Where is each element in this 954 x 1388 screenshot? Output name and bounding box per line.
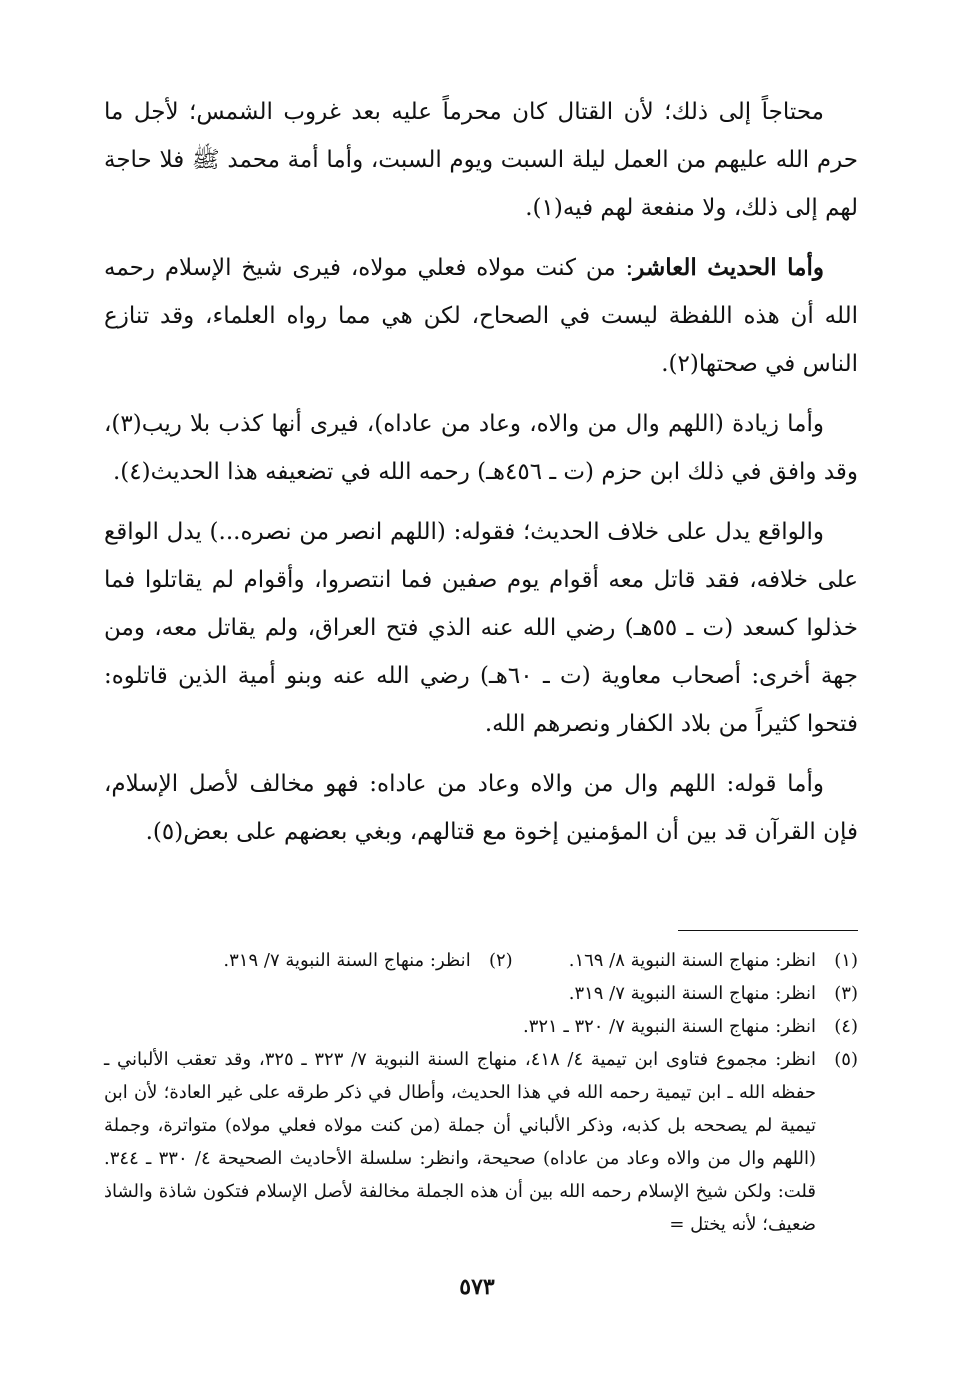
paragraph-5 [104,760,858,856]
footnote-text: انظر: مجموع فتاوى ابن تيمية ٤/ ٤١٨، منهاج السنة النبوية ٧/ ٣٢٣ ـ ٣٢٥، وقد تعقب الألباني ـ حفظه الله ـ ابن تيمية رحمه الله في هذا الحديث، وأطال في ذكر طرقه على غير العادة؛ لأن ابن تيمية لم يصححه بل كذبه، وذكر الألباني أن جملة (من كنت مولاه فعلي مولاه) متواترة، وجملة (اللهم وال من والاه وعاد من عاداه) صحيحة، وانظر: سلسلة الأحاديث الصحيحة ٤/ ٣٣٠ ـ ٣٤٤. قلت: ولكن شيخ الإسلام رحمه الله بين أن هذه الجملة مخالفة لأصل الإسلام فتكون شاذة والشاذ ضعيف؛ لأنه يختل = [104,1049,816,1235]
footnote-1 [569,944,858,977]
footnote-text: انظر: منهاج السنة النبوية ٨/ ١٦٩. [568,950,816,971]
footnotes [104,944,858,1241]
footnote-row [104,944,858,977]
footnote-text: انظر: منهاج السنة النبوية ٧/ ٣١٩. [223,950,471,971]
paragraph-text: وأما قوله: اللهم وال من والاه وعاد من عاداه: فهو مخالف لأصل الإسلام، فإن القرآن قد بين أن المؤمنين إخوة مع قتالهم، وبغي بعضهم على بعض(٥). [104,771,858,845]
footnote-number: (٣) [834,983,858,1004]
paragraph-text: وأما زيادة (اللهم وال من والاه، وعاد من عاداه)، فيرى أنها كذب بلا ريب(٣)، وقد وافق في ذلك ابن حزم (ت ـ ٤٥٦هـ) رحمه الله في تضعيفه هذا الحديث(٤). [104,411,858,485]
paragraph-4 [104,508,858,748]
paragraph-1 [104,88,858,232]
section-heading: وأما الحديث العاشر [633,254,824,281]
paragraph-2 [104,244,858,388]
main-text [104,88,858,868]
footnote-5 [104,1043,858,1241]
paragraph-3 [104,400,858,496]
footnote-2 [223,944,512,977]
footnote-4 [104,1010,858,1043]
footnote-number: (٤) [834,1016,858,1037]
footnote-number: (١) [834,950,858,971]
paragraph-text: والواقع يدل على خلاف الحديث؛ فقوله: (اللهم انصر من نصره...) يدل الواقع على خلافه، فقد قاتل معه أقوام يوم صفين فما انتصروا، وأقوام لم يقاتلوا فما خذلوا كسعد (ت ـ ٥٥هـ) رضي الله عنه الذي فتح العراق، ولم يقاتل معه، ومن جهة أخرى: أصحاب معاوية (ت ـ ٦٠هـ) رضي الله عنه وبنو أمية الذين قاتلوه: فتحوا كثيراً من بلاد الكفار ونصرهم الله. [104,519,858,737]
footnote-number: (٢) [488,950,513,971]
page-number: ٥٧٣ [459,1274,495,1300]
paragraph-text: : من كنت مولاه فعلي مولاه، فيرى شيخ الإسلام رحمه الله أن هذه اللفظة ليست في الصحاح، لكن هي مما رواه العلماء، وقد تنازع الناس في صحتها(٢). [104,255,858,377]
footnote-text: انظر: منهاج السنة النبوية ٧/ ٣١٩. [568,983,816,1004]
footnote-number: (٥) [834,1049,858,1070]
footnote-separator [678,930,858,931]
footnote-3 [104,977,858,1010]
paragraph-text: محتاجاً إلى ذلك؛ لأن القتال كان محرماً عليه بعد غروب الشمس؛ لأجل ما حرم الله عليهم من العمل ليلة السبت ويوم السبت، وأما أمة محمد ﷺ فلا حاجة لهم إلى ذلك، ولا منفعة لهم فيه(١). [104,99,858,221]
footnote-text: انظر: منهاج السنة النبوية ٧/ ٣٢٠ ـ ٣٢١. [522,1016,816,1037]
